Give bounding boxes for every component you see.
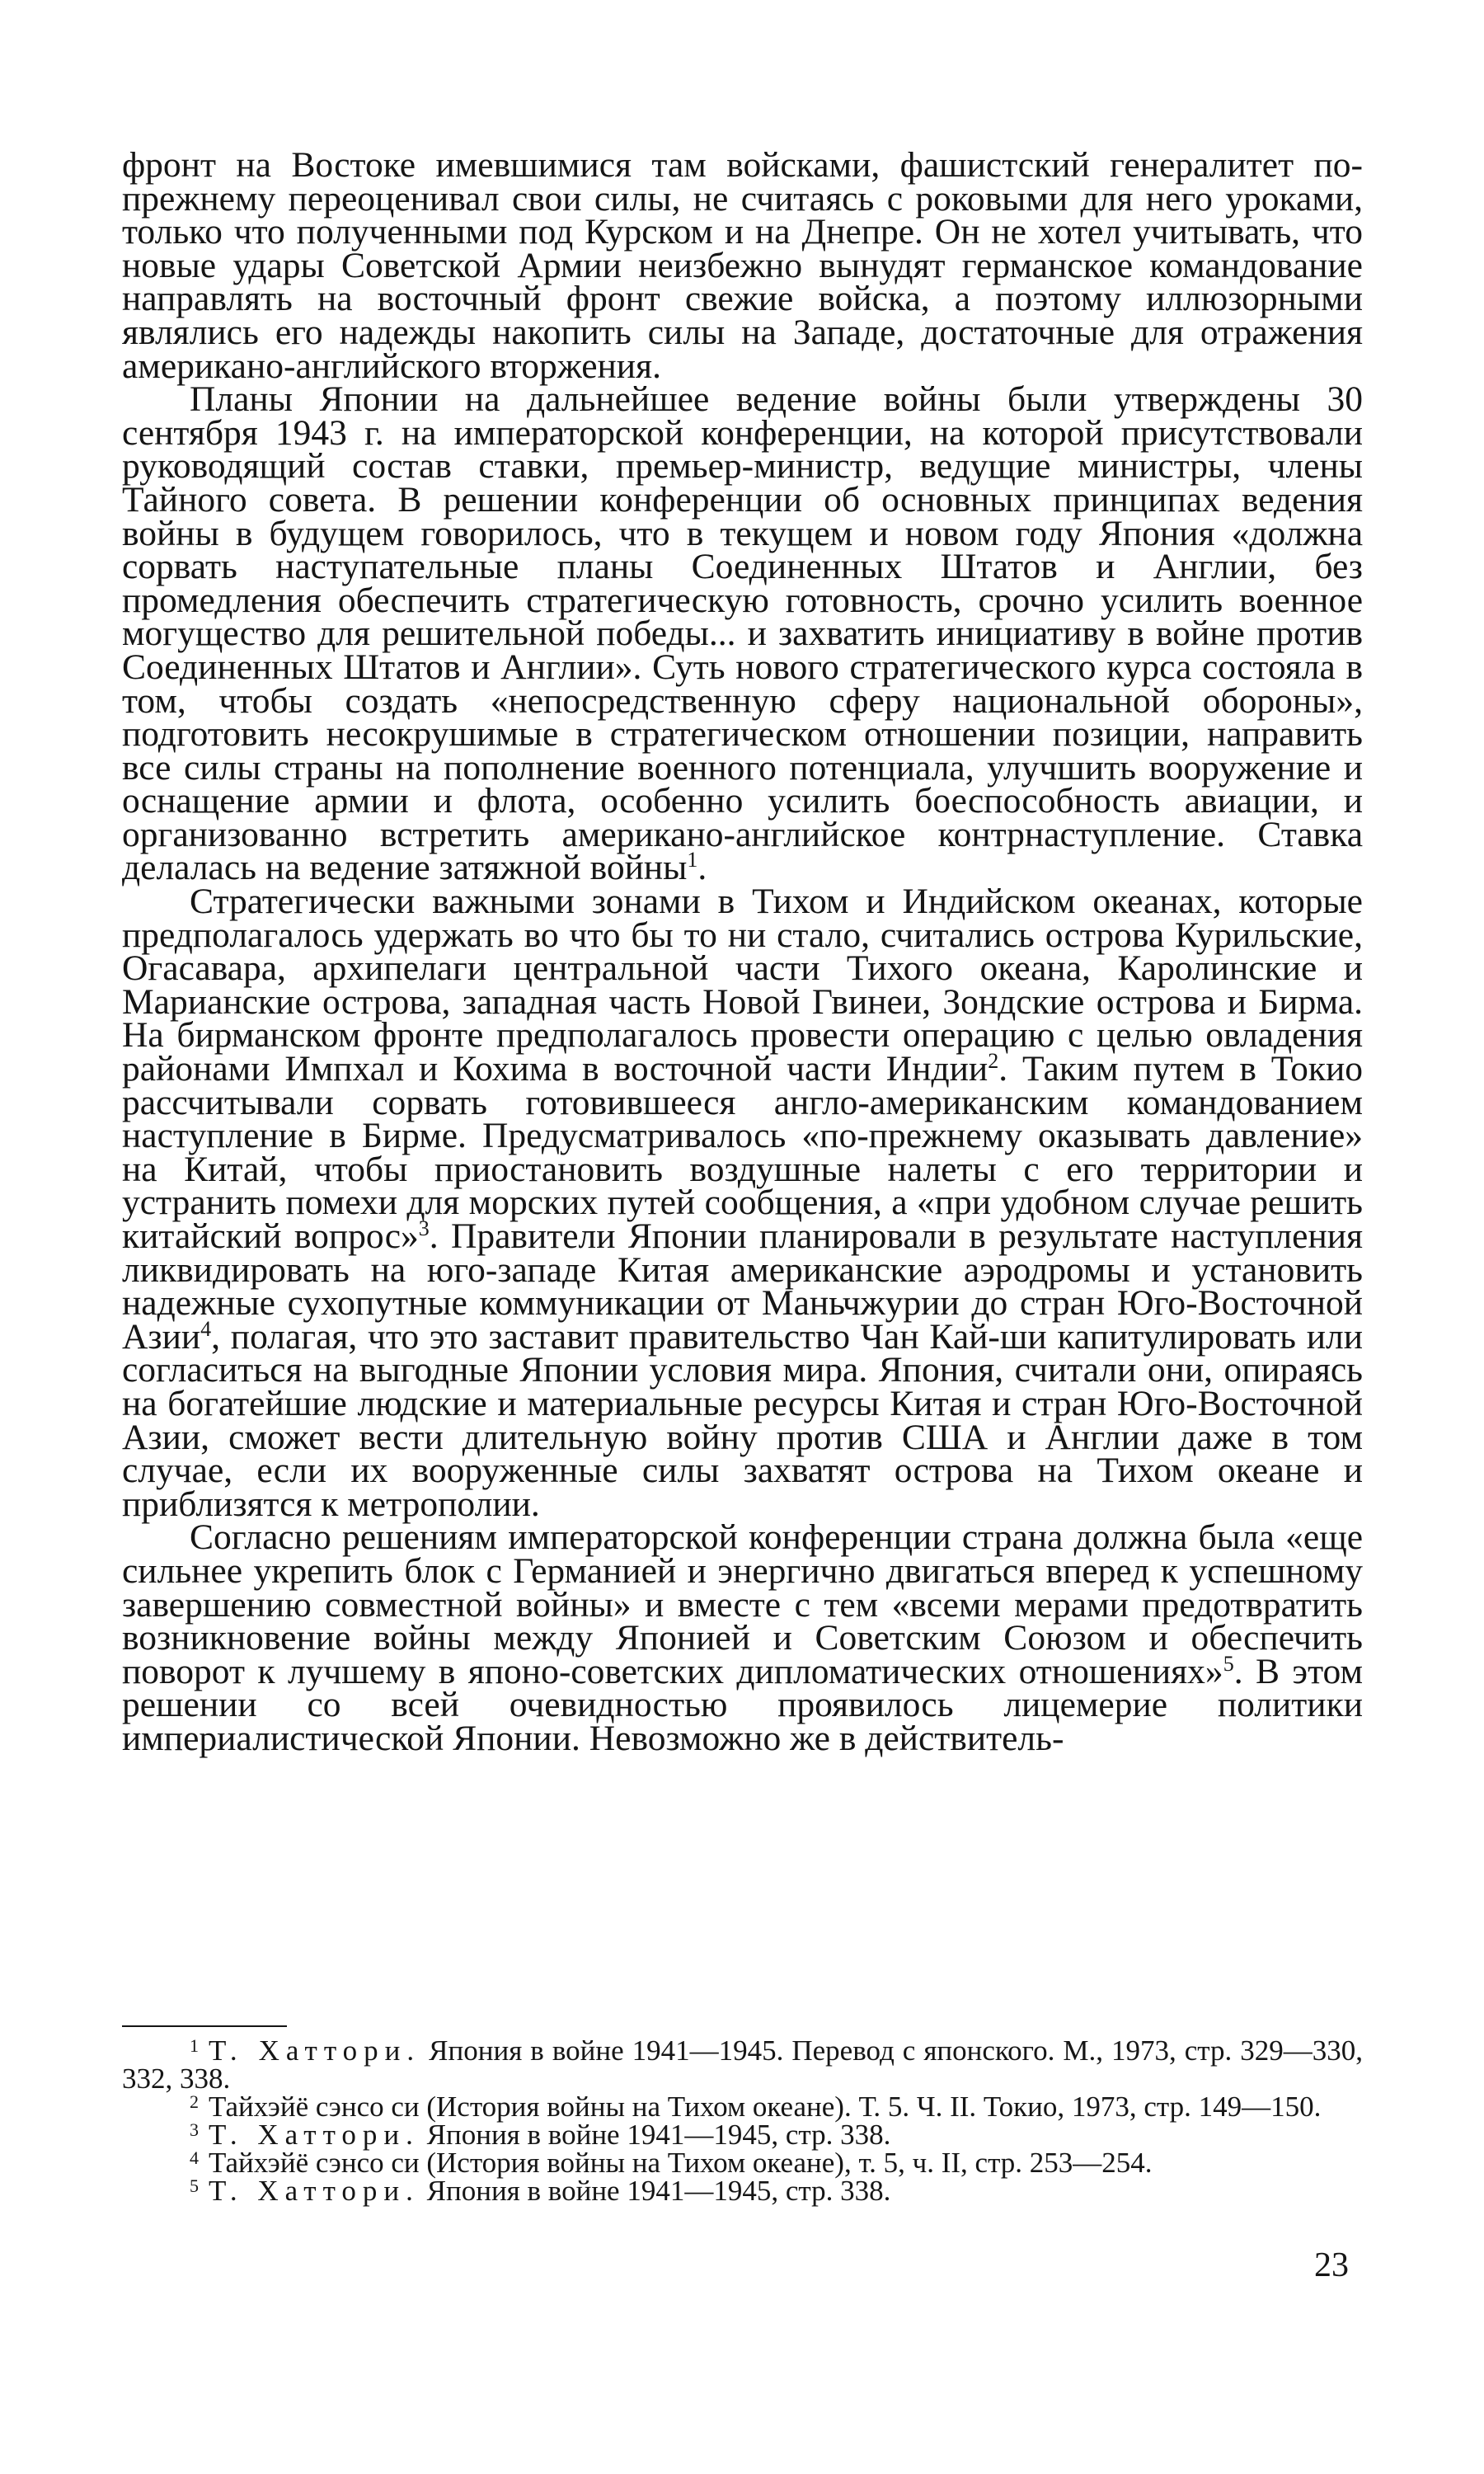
footnote-ref[interactable]: 5 — [1223, 1651, 1234, 1676]
paragraph-1: фронт на Востоке имевшимися там войсками, фашистский генералитет по-прежнему переоценивал свои силы, не считаясь с роковыми для него уроками, только что полученными под Курском и на Днепре. Он не хотел учитывать, что новые удары Советской Армии неизбежно вынудят германское командование направлять на восточный фронт свежие войска, а поэтому иллюзорными являлись его надежды накопить силы на Западе, достаточные для отражения американо-английского вторжения. — [122, 145, 1363, 386]
footnote-2: $^2$ Тайхэйё сэнсо си (История войны на Тихом океане). Т. 5. Ч. II. Токио, 1973, стр. 149—150. — [190, 2091, 1322, 2123]
footnote-4: $^4$ Тайхэйё сэнсо си (История войны на Тихом океане), т. 5, ч. II, стр. 253—254. — [190, 2147, 1153, 2179]
main-text — [122, 145, 1364, 1758]
footnote-ref[interactable]: 3 — [418, 1216, 430, 1240]
footnotes — [122, 2034, 1364, 2207]
paragraph-3: Стратегически важными зонами в Тихом и Индийском океанах, которые предполагалось удержать во что бы то ни стало, считались острова Курильские, Огасавара, архипелаги центральной части Тихого океана, Каролинские и Марианские острова, западная часть Новой Гвинеи, Зондские острова и Бирма. На бирманском фронте предполагалось провести операцию с целью овладения районами Импхал и Кохима в восточной части Индии$^2$. Таким путем в Токио рассчитывали сорвать готовившееся англо-американским командованием наступление в Бирме. Предусматривалось «по-прежнему оказывать давление» на Китай, чтобы приостановить воздушные налеты с его территории и устранить помехи для морских путей сообщения, а «при удобном случае решить китайский вопрос»$^3$. Правители Японии планировали в результате наступления ликвидировать на юго-западе Китая американские аэродромы и установить надежные сухопутные коммуникации от Маньчжурии до стран Юго-Восточной Азии$^4$, полагая, что это заставит правительство Чан Кай-ши капитулировать или согласиться на выгодные Японии условия мира. Япония, считали они, опираясь на богатейшие людские и материальные ресурсы Китая и стран Юго-Восточной Азии, сможет вести длительную войну против США и Англии даже в том случае, если их вооруженные силы захватят острова на Тихом океане и приблизятся к метрополии. — [122, 882, 1364, 1524]
footnote-ref[interactable]: 1 — [687, 848, 698, 872]
paragraph-4: Согласно решениям императорской конференции страна должна была «еще сильнее укрепить блок с Германией и энергично двигаться вперед к успешному завершению совместной войны» и вместе с тем «всеми мерами предотвратить возникновение войны между Японией и Советским Союзом и обеспечить поворот к лучшему в японо-советских дипломатических отношениях»$^5$. В этом решении со всей очевидностью проявилось лицемерие политики империалистической Японии. Невозможно же в действитель- — [122, 1517, 1363, 1758]
footnote-1: $^1$ Т. Хаттори. Япония в войне 1941—1945. Перевод с японского. М., 1973, стр. 329—330, 332, 338. — [122, 2034, 1364, 2095]
paragraph-2: Планы Японии на дальнейшее ведение войны были утверждены 30 сентября 1943 г. на императорской конференции, на которой присутствовали руководящий состав ставки, премьер-министр, ведущие министры, члены Тайного совета. В решении конференции об основных принципах ведения войны в будущем говорилось, что в текущем и новом году Япония «должна сорвать наступательные планы Соединенных Штатов и Англии, без промедления обеспечить стратегическую готовность, срочно усилить военное могущество для решительной победы... и захватить инициативу в войне против Соединенных Штатов и Англии». Суть нового стратегического курса состояла в том, чтобы создать «непосредственную сферу национальной обороны», подготовить несокрушимые в стратегическом отношении позиции, направить все силы страны на пополнение военного потенциала, улучшить вооружение и оснащение армии и флота, особенно усилить боеспособность авиации, и организованно встретить американо-английское контрнаступление. Ставка делалась на ведение затяжной войны$^1$. — [122, 379, 1363, 888]
footnote-5: $^5$ Т. Хаттори. Япония в войне 1941—1945, стр. 338. — [190, 2175, 891, 2207]
footnote-3: $^3$ Т. Хаттори. Япония в войне 1941—1945, стр. 338. — [190, 2119, 891, 2151]
footnote-ref[interactable]: 2 — [988, 1049, 999, 1074]
page-number: 23 — [1314, 2246, 1349, 2284]
footnote-ref[interactable]: 4 — [200, 1316, 212, 1341]
footnote-divider — [122, 2025, 287, 2027]
